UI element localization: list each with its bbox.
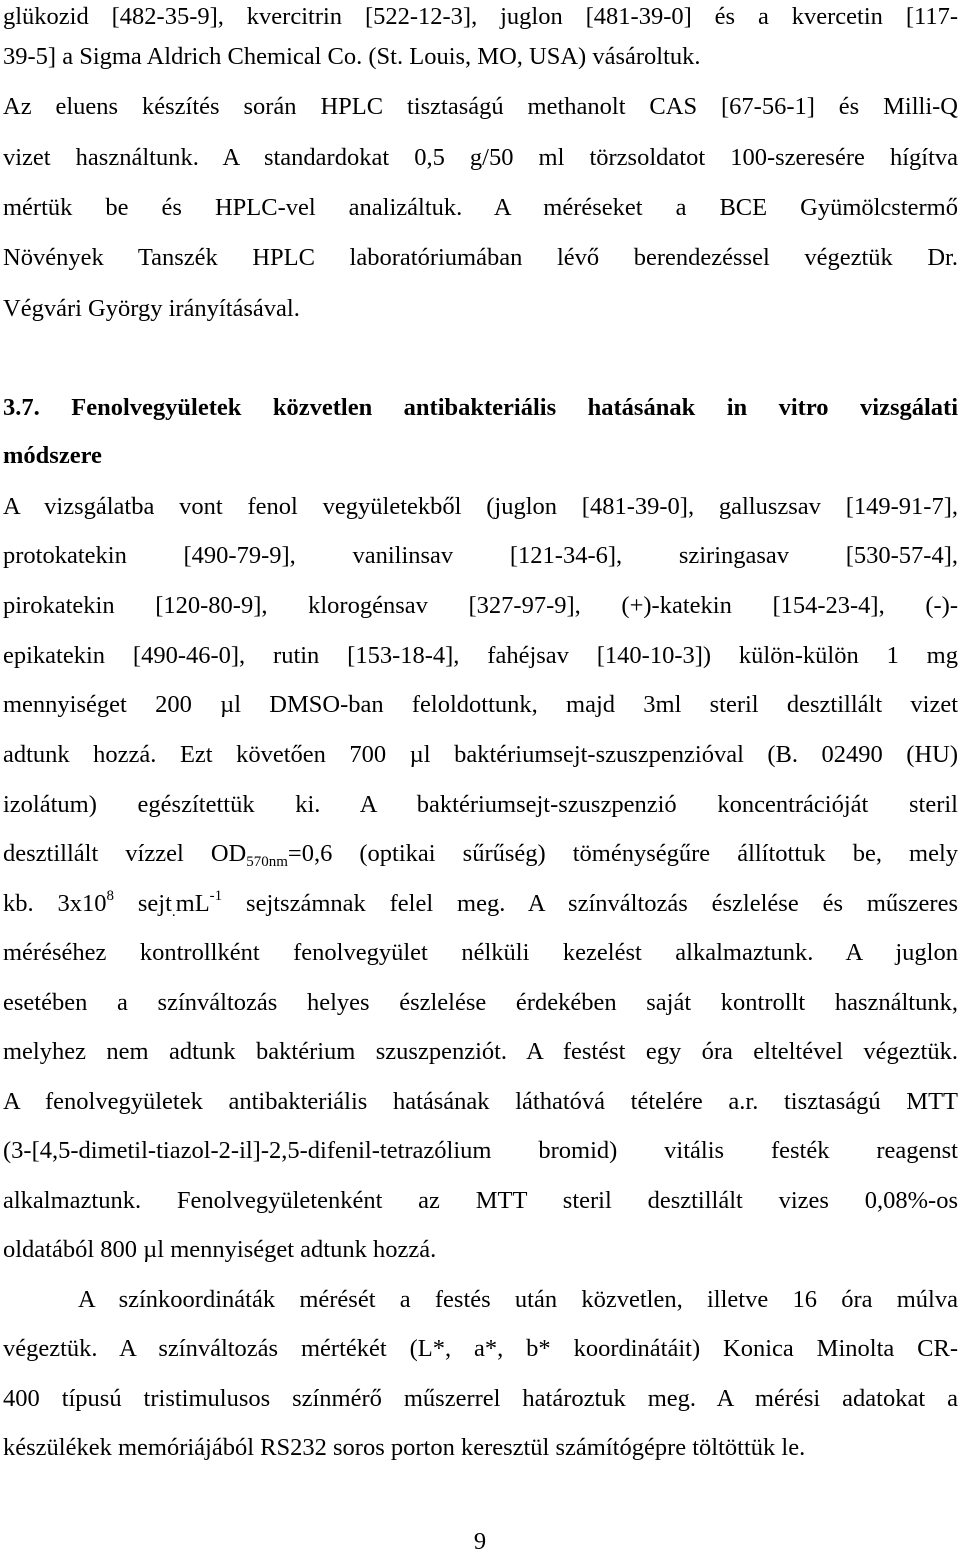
page-number: 9	[473, 1528, 487, 1555]
kb-text: sejt	[114, 890, 172, 917]
text-line: 400 típusú tristimulusos színmérő műszerrel határoztuk meg. A mérési adatokat a	[3, 1385, 958, 1412]
text-line: melyhez nem adtunk baktérium szuszpenziót. A festést egy óra elteltével végeztük.	[3, 1038, 958, 1065]
text-line: Az eluens készítés során HPLC tisztaságú methanolt CAS [67-56-1] és Milli-Q	[3, 93, 958, 120]
text-line: epikatekin [490-46-0], rutin [153-18-4], fahéjsav [140-10-3]) külön-külön 1 mg	[3, 642, 958, 669]
kb-superscript: 8	[106, 888, 114, 904]
text-line: esetében a színváltozás helyes észlelése érdekében saját kontrollt használtunk,	[3, 989, 958, 1016]
text-line: mennyiséget 200 µl DMSO-ban feloldottunk, majd 3ml steril desztillált vizet	[3, 691, 958, 718]
kb-text: kb. 3x10	[3, 890, 107, 917]
text-line: pirokatekin [120-80-9], klorogénsav [327-97-9], (+)-katekin [154-23-4], (-)-	[3, 592, 958, 619]
kb-text: mL	[175, 890, 210, 917]
text-line: oldatából 800 µl mennyiséget adtunk hozzá.	[3, 1236, 437, 1263]
text-line: Növények Tanszék HPLC laboratóriumában lévő berendezéssel végeztük Dr.	[3, 244, 958, 271]
text-line: A vizsgálatba vont fenol vegyületekből (juglon [481-39-0], galluszsav [149-91-7],	[3, 493, 958, 520]
section-heading: módszere	[3, 442, 102, 469]
section-heading: 3.7. Fenolvegyületek közvetlen antibakteriális hatásának in vitro vizsgálati	[3, 394, 958, 421]
text-line: mértük be és HPLC-vel analizáltuk. A méréseket a BCE Gyümölcstermő	[3, 194, 958, 221]
text-line: (3-[4,5-dimetil-tiazol-2-il]-2,5-difenil-tetrazólium bromid) vitális festék reagenst	[3, 1137, 958, 1164]
text-line	[3, 889, 958, 919]
text-line: glükozid [482-35-9], kvercitrin [522-12-3], juglon [481-39-0] és a kvercetin [117-	[3, 3, 958, 30]
text-line: méréséhez kontrollként fenolvegyület nélküli kezelést alkalmaztunk. A juglon	[3, 939, 958, 966]
text-line: protokatekin [490-79-9], vanilinsav [121-34-6], sziringasav [530-57-4],	[3, 542, 958, 569]
od-text: =0,6 (optikai sűrűség) töménységűre állítottuk be, mely	[287, 840, 958, 867]
kb-text: sejtszámnak felel meg. A színváltozás észlelése és műszeres	[222, 890, 958, 917]
text-line	[3, 839, 958, 869]
text-line: A fenolvegyületek antibakteriális hatásának láthatóvá tételére a.r. tisztaságú MTT	[3, 1088, 958, 1115]
text-line: alkalmaztunk. Fenolvegyületenként az MTT steril desztillált vizes 0,08%-os	[3, 1187, 958, 1214]
kb-superscript: -1	[209, 888, 223, 904]
od-subscript: 570nm	[246, 854, 288, 870]
kb-dot: .	[171, 904, 176, 920]
text-line: 39-5] a Sigma Aldrich Chemical Co. (St. Louis, MO, USA) vásároltuk.	[3, 43, 701, 70]
text-line: adtunk hozzá. Ezt követően 700 µl baktériumsejt-szuszpenzióval (B. 02490 (HU)	[3, 741, 958, 768]
text-line: Végvári György irányításával.	[3, 295, 300, 322]
text-line: végeztük. A színváltozás mértékét (L*, a*, b* koordinátáit) Konica Minolta CR-	[3, 1335, 958, 1362]
od-text: desztillált vízzel OD	[3, 840, 247, 867]
text-line: A színkoordináták mérését a festés után közvetlen, illetve 16 óra múlva	[78, 1286, 958, 1313]
text-line: izolátum) egészítettük ki. A baktériumsejt-szuszpenzió koncentrációját steril	[3, 791, 958, 818]
text-line: készülékek memóriájából RS232 soros porton keresztül számítógépre töltöttük le.	[3, 1434, 806, 1461]
text-line: vizet használtunk. A standardokat 0,5 g/50 ml törzsoldatot 100-szeresére hígítva	[3, 144, 958, 171]
